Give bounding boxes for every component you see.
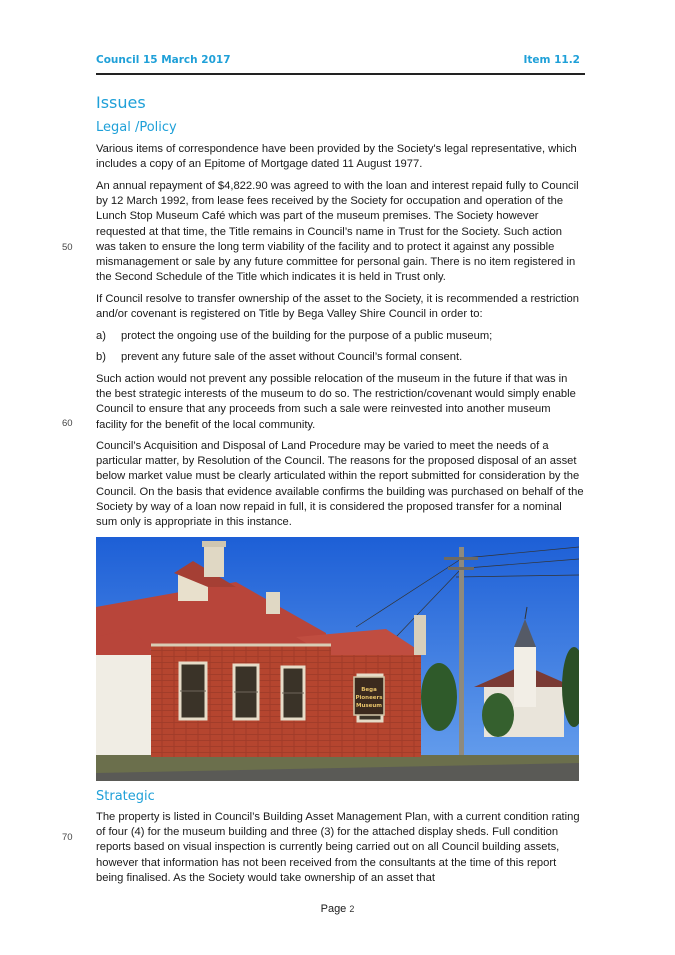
line-number: 60 <box>62 418 73 429</box>
museum-photo <box>96 537 579 781</box>
paragraph-relocation: Such action would not prevent any possible relocation of the museum in the future if that was in the best strategic interests of the museum to do so. The restriction/covenant would simply enable Council to ensure that any proceeds from such a sale were reinvested into another museum facility for the benefit of the local community. <box>96 373 576 431</box>
meeting-date: Council 15 March 2017 <box>96 54 231 66</box>
header-rule <box>96 73 585 75</box>
line-number: 50 <box>62 242 73 253</box>
tree <box>482 693 514 737</box>
paragraph-transfer: If Council resolve to transfer ownership of the asset to the Society, it is recommended a restriction and/or covenant is registered on Title by Bega Valley Shire Council in order to: <box>96 293 579 321</box>
paragraph-asset-condition: The property is listed in Council’s Building Asset Management Plan, with a current condition rating of four (4) for the museum building and three (3) for the attached display sheds. Full condition reports based on visual inspection is currently being carried out on all Council building assets, however that information has not been received from the consultants at the time of this report being finalised. As the Society would take ownership of an asset that <box>96 811 580 884</box>
list-marker: a) <box>96 330 106 342</box>
heading-legal-policy: Legal /Policy <box>96 120 177 135</box>
line-number: 70 <box>62 832 73 843</box>
sign-line: Bega <box>361 687 377 693</box>
page-footer <box>0 903 675 915</box>
white-wall <box>96 655 151 755</box>
list-text: protect the ongoing use of the building for the purpose of a public museum; <box>121 330 493 342</box>
list-marker: b) <box>96 351 106 363</box>
heading-issues: Issues <box>96 93 146 112</box>
page-label: Page <box>320 903 347 915</box>
page-number: 2 <box>349 904 355 914</box>
chimney <box>414 615 426 655</box>
list-text: prevent any future sale of the asset without Council’s formal consent. <box>121 351 463 363</box>
item-number: Item 11.2 <box>523 54 580 66</box>
sign-line: Pioneers <box>355 695 383 701</box>
page-header <box>96 54 580 72</box>
paragraph-repayment: An annual repayment of $4,822.90 was agreed to with the loan and interest repaid fully to Council by 12 March 1992, from lease fees received by the Society for occupation and operation of the Lunch Stop Museum Café which was part of the museum premises. The Society however requested at that time, the Title remains in Council’s name in Trust for the Society. Such action was taken to ensure the long term viability of the facility and to protect it against any possible mismanagement or sale by any future committee for personal gain. There is no item registered in the Second Schedule of the Title which indicates it is held in Trust only. <box>96 180 579 284</box>
heading-strategic: Strategic <box>96 789 155 804</box>
paragraph-correspondence: Various items of correspondence have been provided by the Society's legal representative, which includes a copy of an Epitome of Mortgage dated 11 August 1977. <box>96 143 577 171</box>
tree <box>421 663 457 731</box>
sign-line: Museum <box>355 703 383 709</box>
paragraph-procedure: Council’s Acquisition and Disposal of Land Procedure may be varied to meet the needs of a particular matter, by Resolution of the Council. The reasons for the proposed disposal of an asset below market value must be clearly articulated within the report submitted for consideration by the Council. On the basis that evidence available confirms the building was purchased on behalf of the Society by way of a loan now repaid in full, it is considered the proposed transfer for a nominal sum only is appropriate in this instance. <box>96 440 584 529</box>
museum-sign <box>354 677 384 715</box>
